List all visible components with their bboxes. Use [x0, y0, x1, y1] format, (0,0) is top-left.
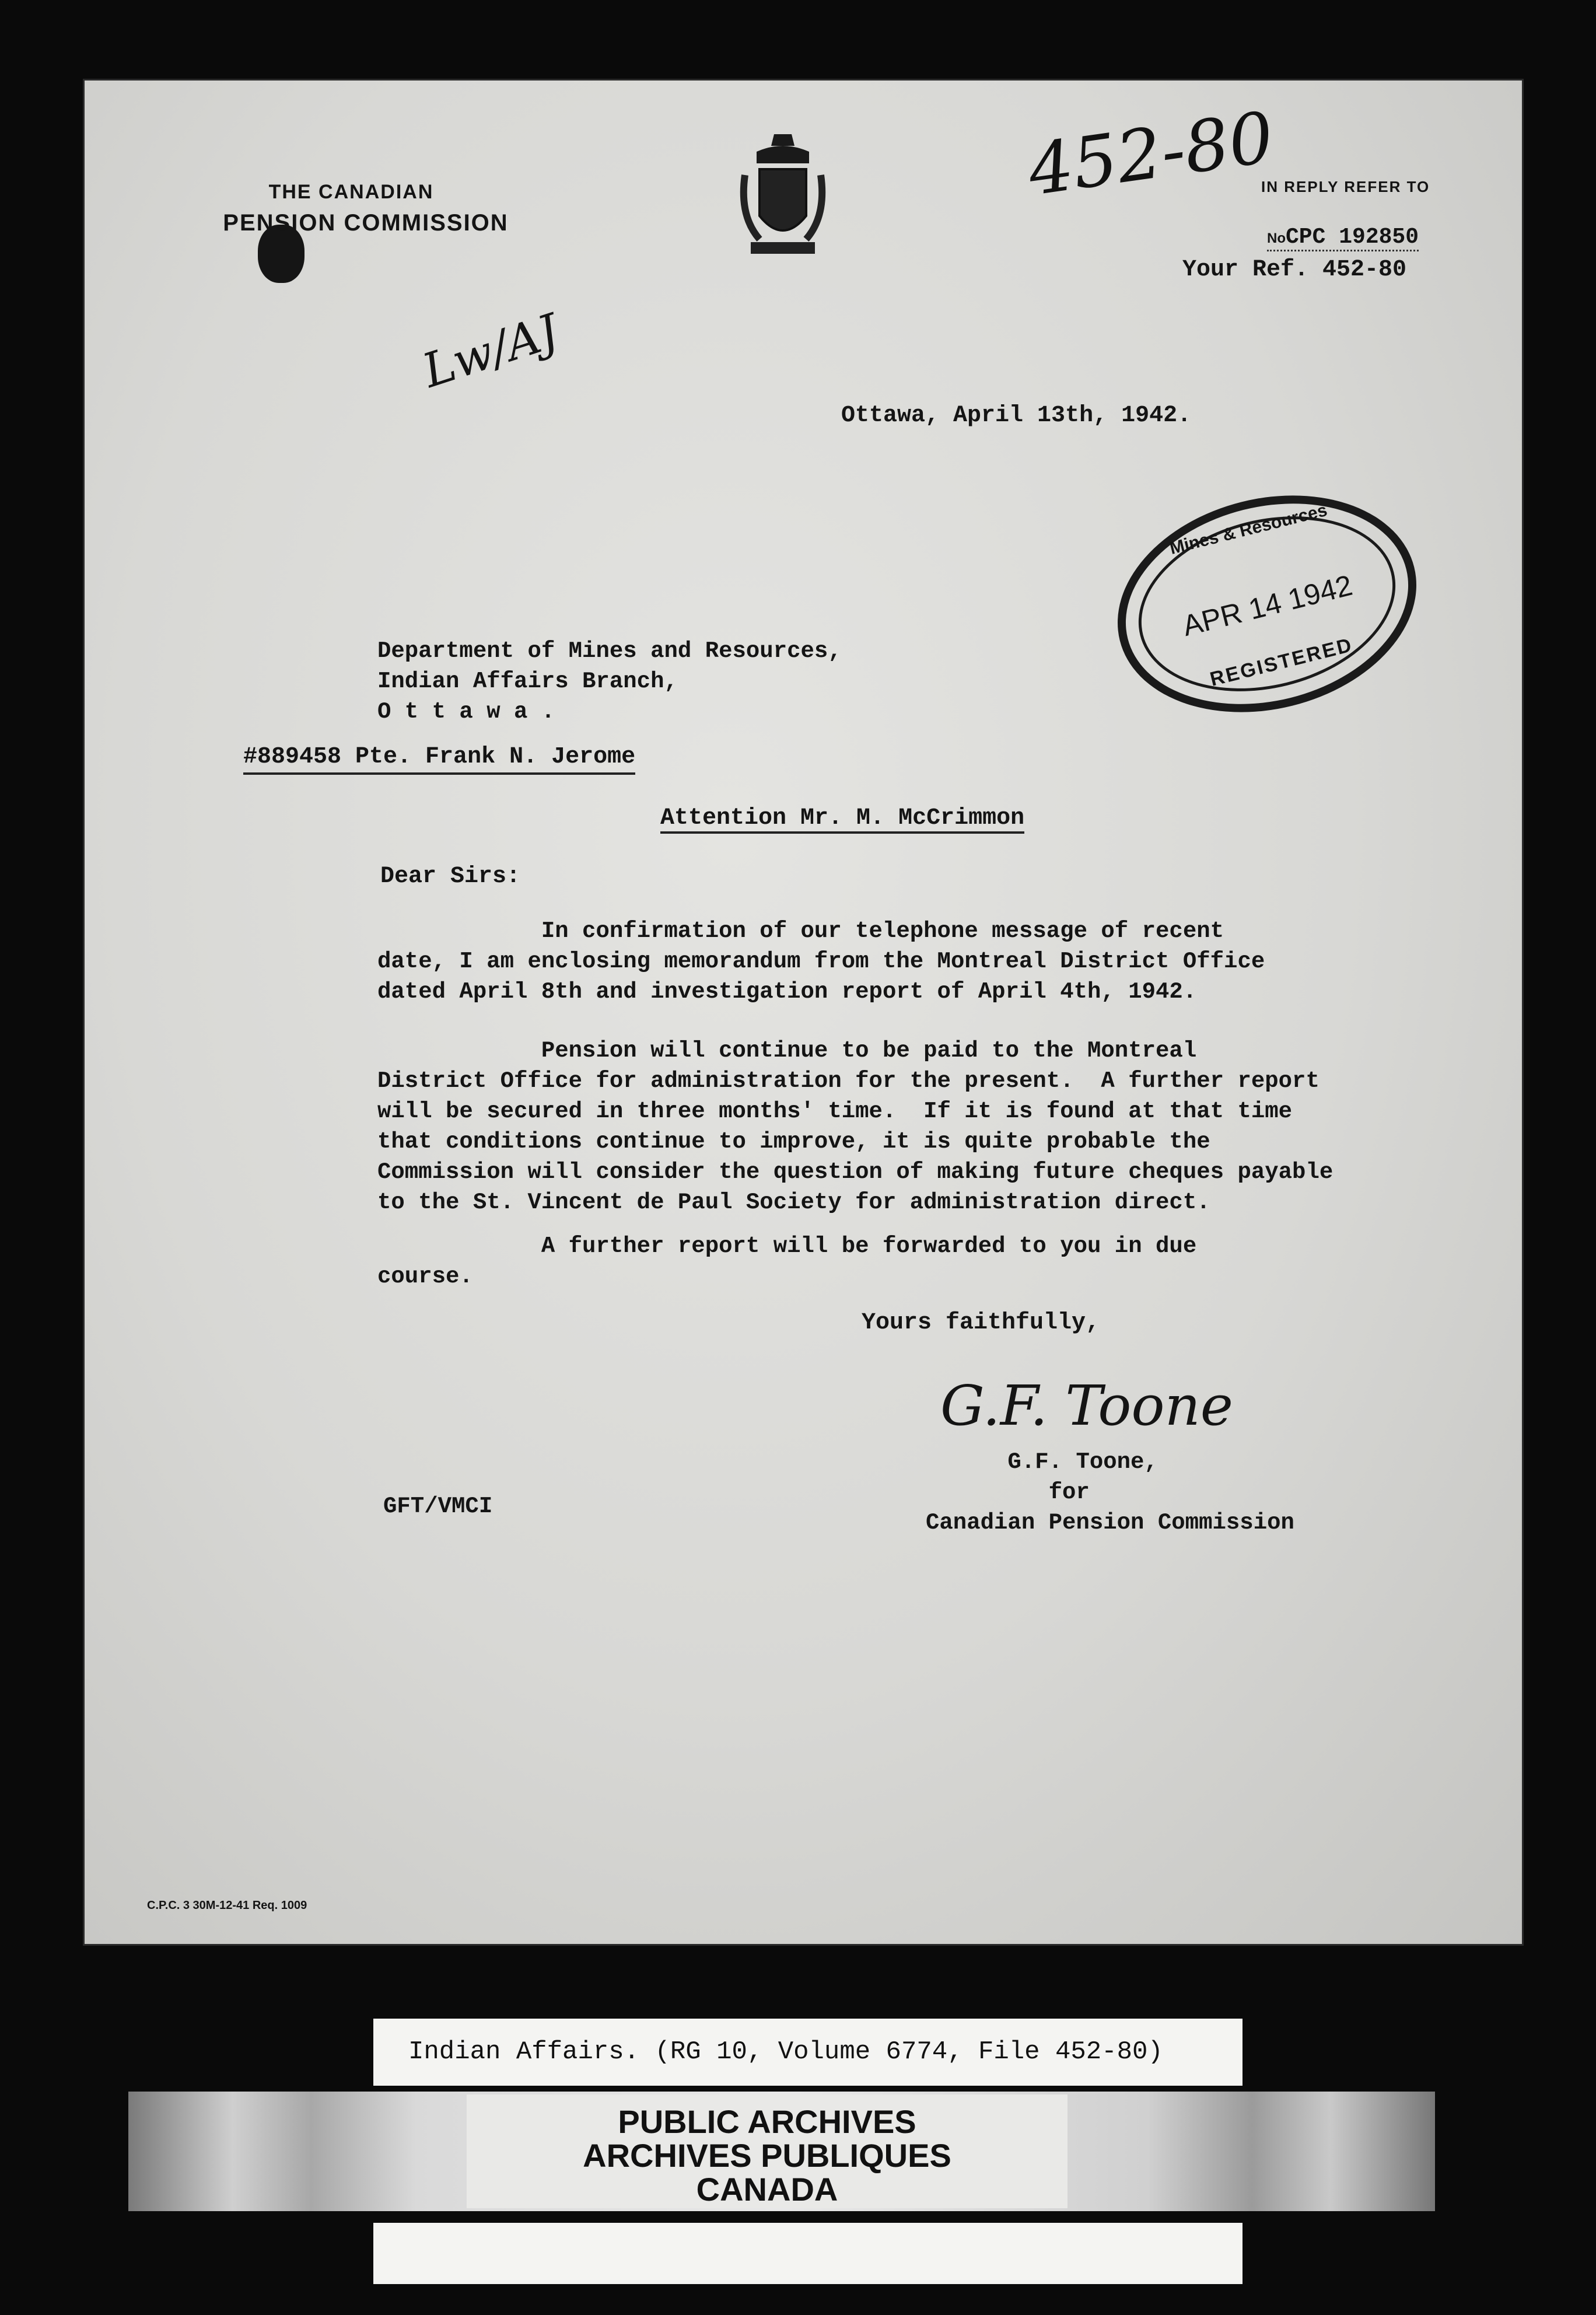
signer-line: for — [926, 1480, 1090, 1505]
handwritten-file-number: 452-80 — [1023, 97, 1279, 212]
address-line: Department of Mines and Resources, — [377, 638, 842, 664]
ref-prefix: No — [1267, 230, 1286, 246]
closing: Yours faithfully, — [862, 1310, 1100, 1336]
bottom-label-strip — [373, 2223, 1242, 2284]
archives-line: PUBLIC ARCHIVES — [618, 2103, 916, 2140]
archives-line: ARCHIVES PUBLIQUES — [583, 2137, 951, 2174]
body-paragraph-2: Pension will continue to be paid to the Montreal District Office for administration for the present. A further report will be secured in three months' time. If it is found at that time that conditions continue to improve, it is quite probable the Commission will consider the question of making future cheques payable to the St. Vincent de Paul Society for administration direct. — [377, 1038, 1334, 1215]
body-paragraph-1: In confirmation of our telephone message of recent date, I am enclosing memorandum from the Montreal District Office dated April 8th and investigation report of April 4th, 1942. — [377, 918, 1265, 1005]
form-number: C.P.C. 3 30M-12-41 Req. 1009 — [147, 1899, 307, 1912]
ref-number: CPC 192850 — [1286, 225, 1419, 250]
subject-line: #889458 Pte. Frank N. Jerome — [243, 744, 635, 775]
address-line: Indian Affairs Branch, — [377, 669, 678, 694]
archives-line: CANADA — [696, 2171, 838, 2208]
archives-stamp — [467, 2094, 1068, 2208]
signer-line: Canadian Pension Commission — [926, 1510, 1294, 1536]
stamp-top-text: Mines & Resources — [1167, 500, 1329, 558]
body-paragraph-3: A further report will be forwarded to you in due course. — [377, 1233, 1197, 1289]
attention-line: Attention Mr. M. McCrimmon — [660, 805, 1024, 834]
signature: G.F. Toone — [940, 1374, 1233, 1438]
reference-number — [1267, 225, 1419, 251]
archive-label-strip — [373, 2019, 1242, 2086]
signer-line: G.F. Toone, — [926, 1449, 1158, 1475]
stamp-bottom-text: REGISTERED — [1208, 634, 1356, 691]
address-line: O t t a w a . — [377, 699, 555, 725]
reply-label: IN REPLY REFER TO — [1261, 178, 1430, 195]
coat-of-arms-icon — [733, 128, 832, 263]
your-reference: Your Ref. 452-80 — [1182, 257, 1407, 283]
letter-date: Ottawa, April 13th, 1942. — [841, 403, 1192, 429]
typist-initials: GFT/VMCI — [383, 1494, 493, 1519]
letter-page — [83, 79, 1524, 1946]
recipient-address — [377, 636, 842, 727]
org-name-line2: PENSION COMMISSION — [223, 210, 509, 236]
archive-label: Indian Affairs. (RG 10, Volume 6774, File 452-80) — [408, 2037, 1163, 2066]
signer-block — [926, 1447, 1294, 1538]
org-name-line1: THE CANADIAN — [268, 181, 434, 203]
salutation: Dear Sirs: — [380, 863, 521, 890]
handwritten-initials: Lw/AJ — [416, 303, 565, 398]
stamp-date: APR 14 1942 — [1179, 568, 1356, 643]
registered-stamp — [1094, 465, 1440, 742]
